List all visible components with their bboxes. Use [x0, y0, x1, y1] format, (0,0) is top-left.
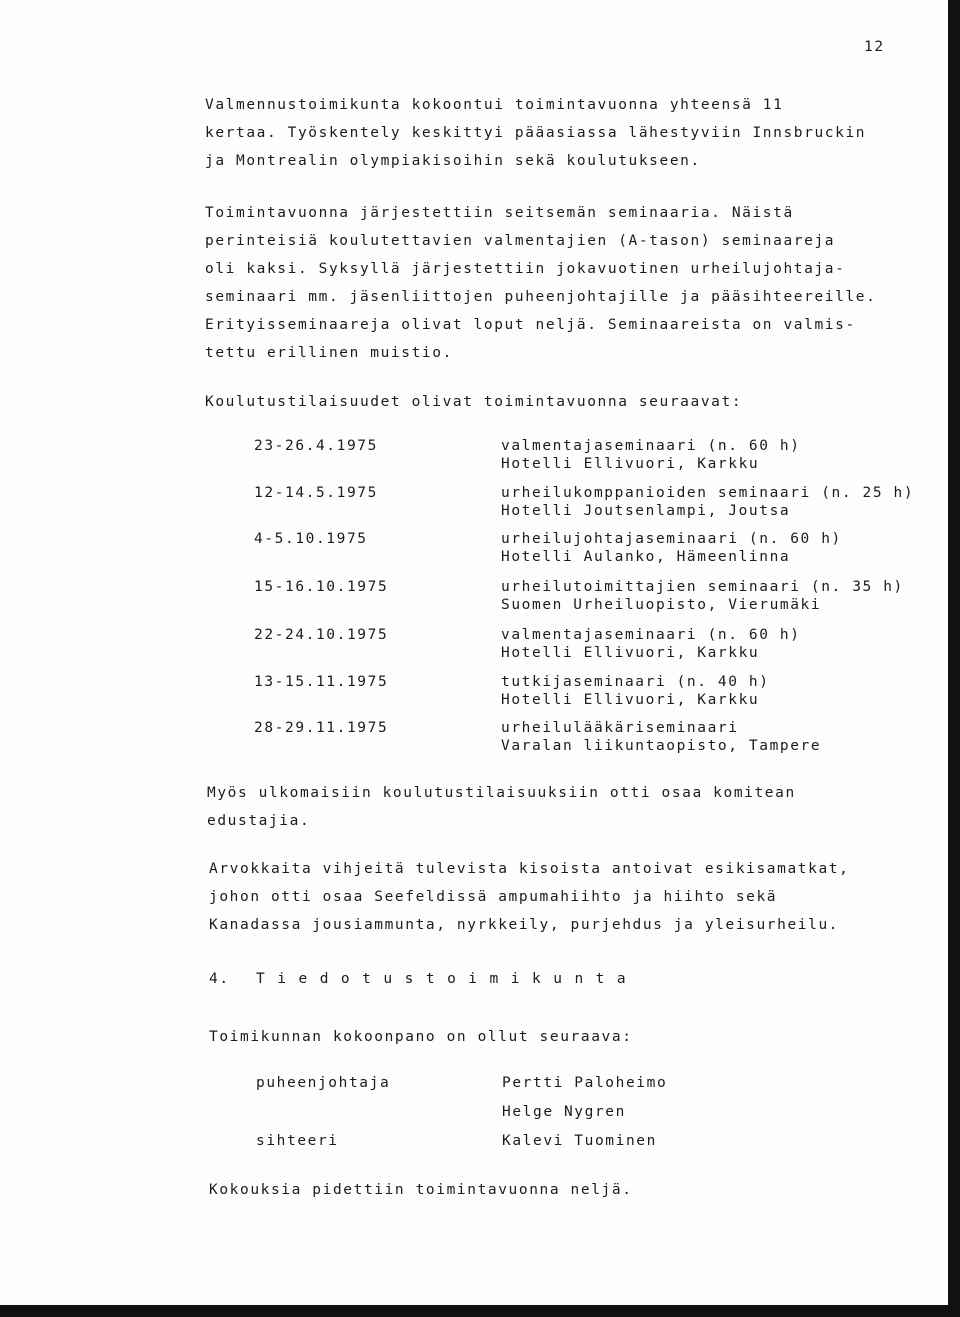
- paragraph-line: kertaa. Työskentely keskittyi pääasiassa lähestyviin Innsbruckin: [205, 125, 867, 141]
- member-name: Pertti Paloheimo: [502, 1075, 668, 1091]
- closing-line: Kokouksia pidettiin toimintavuonna neljä.: [209, 1182, 633, 1198]
- event-date: 12-14.5.1975: [254, 485, 378, 501]
- section-number: 4.: [209, 971, 230, 987]
- section-title: Tiedotustoimikunta: [256, 971, 639, 987]
- event-place: Hotelli Ellivuori, Karkku: [501, 692, 760, 708]
- event-title: urheilutoimittajien seminaari (n. 35 h): [501, 579, 904, 595]
- paragraph-line: Erityisseminaareja olivat loput neljä. Seminaareista on valmis-: [205, 317, 856, 333]
- event-date: 13-15.11.1975: [254, 674, 389, 690]
- paragraph-line: ja Montrealin olympiakisoihin sekä koulutukseen.: [205, 153, 701, 169]
- event-place: Hotelli Joutsenlampi, Joutsa: [501, 503, 791, 519]
- member-role: puheenjohtaja: [256, 1075, 391, 1091]
- member-role: sihteeri: [256, 1133, 339, 1149]
- paragraph-line: tettu erillinen muistio.: [205, 345, 453, 361]
- event-title: valmentajaseminaari (n. 60 h): [501, 438, 801, 454]
- events-intro: Koulutustilaisuudet olivat toimintavuonna seuraavat:: [205, 394, 743, 410]
- event-title: urheilujohtajaseminaari (n. 60 h): [501, 531, 842, 547]
- event-place: Hotelli Ellivuori, Karkku: [501, 645, 760, 661]
- composition-intro: Toimikunnan kokoonpano on ollut seuraava:: [209, 1029, 633, 1045]
- paragraph-line: Arvokkaita vihjeitä tulevista kisoista antoivat esikisamatkat,: [209, 861, 850, 877]
- event-date: 28-29.11.1975: [254, 720, 389, 736]
- event-title: urheilulääkäriseminaari: [501, 720, 739, 736]
- event-place: Varalan liikuntaopisto, Tampere: [501, 738, 822, 754]
- member-name: Helge Nygren: [502, 1104, 626, 1120]
- paragraph-line: Myös ulkomaisiin koulutustilaisuuksiin otti osaa komitean: [207, 785, 796, 801]
- paragraph-line: Kanadassa jousiammunta, nyrkkeily, purjehdus ja yleisurheilu.: [209, 917, 840, 933]
- paragraph-line: Valmennustoimikunta kokoontui toimintavuonna yhteensä 11: [205, 97, 784, 113]
- paragraph-line: perinteisiä koulutettavien valmentajien (A-tason) seminaareja: [205, 233, 836, 249]
- event-title: tutkijaseminaari (n. 40 h): [501, 674, 770, 690]
- paragraph-line: edustajia.: [207, 813, 311, 829]
- event-title: valmentajaseminaari (n. 60 h): [501, 627, 801, 643]
- event-date: 22-24.10.1975: [254, 627, 389, 643]
- paragraph-line: Toimintavuonna järjestettiin seitsemän seminaaria. Näistä: [205, 205, 794, 221]
- event-place: Suomen Urheiluopisto, Vierumäki: [501, 597, 822, 613]
- event-date: 23-26.4.1975: [254, 438, 378, 454]
- paragraph-line: johon otti osaa Seefeldissä ampumahiihto ja hiihto sekä: [209, 889, 778, 905]
- page-number: 12: [864, 39, 885, 55]
- event-title: urheilukomppanioiden seminaari (n. 25 h): [501, 485, 915, 501]
- event-date: 15-16.10.1975: [254, 579, 389, 595]
- paragraph-line: oli kaksi. Syksyllä järjestettiin jokavuotinen urheilujohtaja-: [205, 261, 846, 277]
- event-place: Hotelli Aulanko, Hämeenlinna: [501, 549, 791, 565]
- event-place: Hotelli Ellivuori, Karkku: [501, 456, 760, 472]
- event-date: 4-5.10.1975: [254, 531, 368, 547]
- member-name: Kalevi Tuominen: [502, 1133, 657, 1149]
- paragraph-line: seminaari mm. jäsenliittojen puheenjohtajille ja pääsihteereille.: [205, 289, 877, 305]
